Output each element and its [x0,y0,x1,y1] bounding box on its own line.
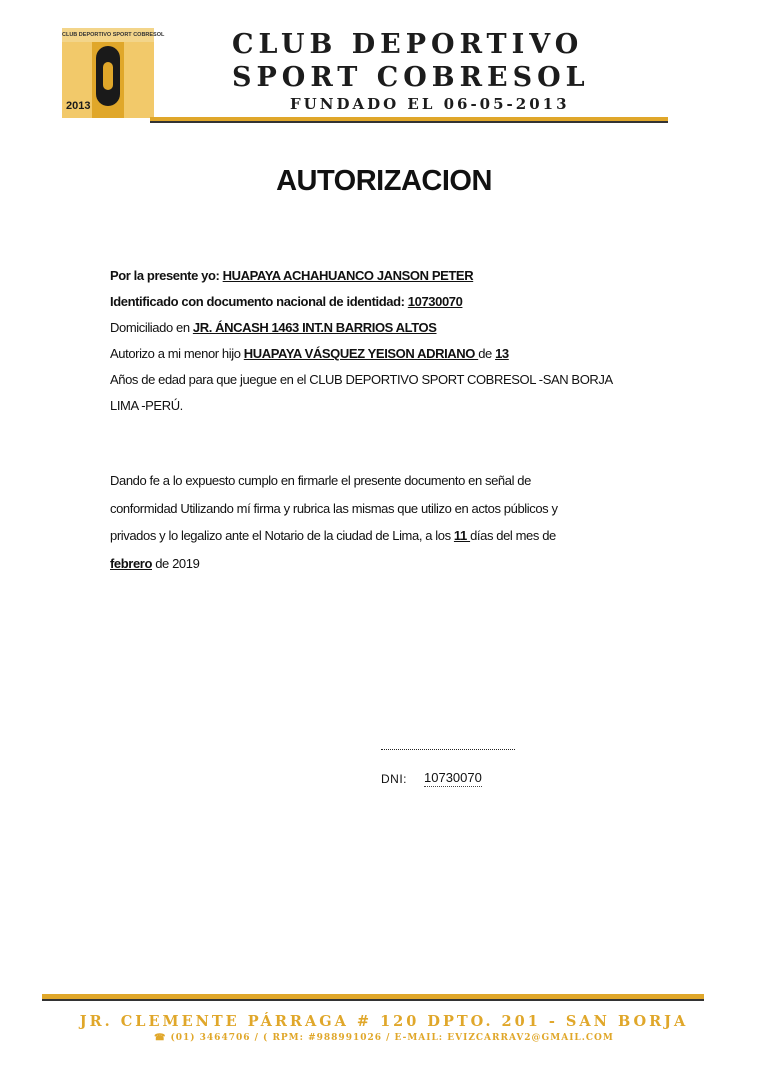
child-age: 13 [495,346,509,361]
club-logo [62,28,165,118]
declaration-line-4 [110,341,670,367]
closing-line-1: Dando fe a lo expuesto cumplo en firmarle el presente documento en señal de [110,473,531,488]
closing-line-3 [110,522,670,550]
parent-name: HUAPAYA ACHAHUANCO JANSON PETER [222,268,474,283]
closing-line-4 [110,550,670,578]
club-name-line2: SPORT COBRESOL [232,62,590,93]
parent-dni: 10730070 [407,294,463,309]
club-name [232,28,652,94]
club-name-line1: CLUB DEPORTIVO [232,29,584,60]
closing-line-2: conformidad Utilizando mí firma y rubrica las mismas que utilizo en actos públicos y [110,500,558,516]
signing-month: febrero [110,555,152,571]
declaration-line-2-prefix: Identificado con documento nacional de identidad: [110,294,408,309]
closing-line-3-suffix: días del mes de [470,528,556,543]
document-title: AUTORIZACION [276,165,492,197]
signature-line [381,741,515,750]
declaration-line-2 [110,289,670,315]
declaration-line-3 [110,315,670,341]
declaration-line-4-prefix: Autorizo a mi menor hijo [110,346,244,361]
signature-dni-value: 10730070 [424,770,482,785]
declaration-line-1-prefix: Por la presente yo: [110,268,223,283]
closing-paragraph [110,467,670,577]
closing-line-3-prefix: privados y lo legalizo ante el Notario de la ciudad de Lima, a los [110,528,454,543]
declaration-line-5: Años de edad para que juegue en el CLUB DEPORTIVO SPORT COBRESOL -SAN BORJA [110,372,613,387]
home-address: JR. ÁNCASH 1463 INT.N BARRIOS ALTOS [192,320,437,335]
signature-dni-label: DNI: [381,772,407,786]
declaration-line-4-mid: de [478,346,496,361]
footer-contact: ☎ (01) 3464706 / ( RPM: #988991026 / E-MAIL: EVIZCARRAV2@GMAIL.COM [154,1033,614,1043]
declaration-line-3-prefix: Domiciliado en [110,320,193,335]
child-name: HUAPAYA VÁSQUEZ YEISON ADRIANO [243,346,479,361]
logo-caption: CLUB DEPORTIVO SPORT COBRESOL [62,28,154,42]
footer-divider [42,994,704,1001]
logo-emblem-icon [96,46,120,106]
header-divider [150,117,668,123]
logo-wing-right [124,42,154,118]
footer-address: JR. CLEMENTE PÁRRAGA # 120 DPTO. 201 - SAN BORJA [79,1013,689,1030]
closing-line-4-suffix: de 2019 [152,555,200,571]
signing-day: 11 [453,528,471,543]
founded-date: FUNDADO EL 06-05-2013 [290,95,570,113]
declaration-paragraph [110,263,670,419]
declaration-line-6: LIMA -PERÚ. [110,398,183,413]
declaration-line-1 [110,263,670,289]
logo-year: 2013 [66,100,91,112]
